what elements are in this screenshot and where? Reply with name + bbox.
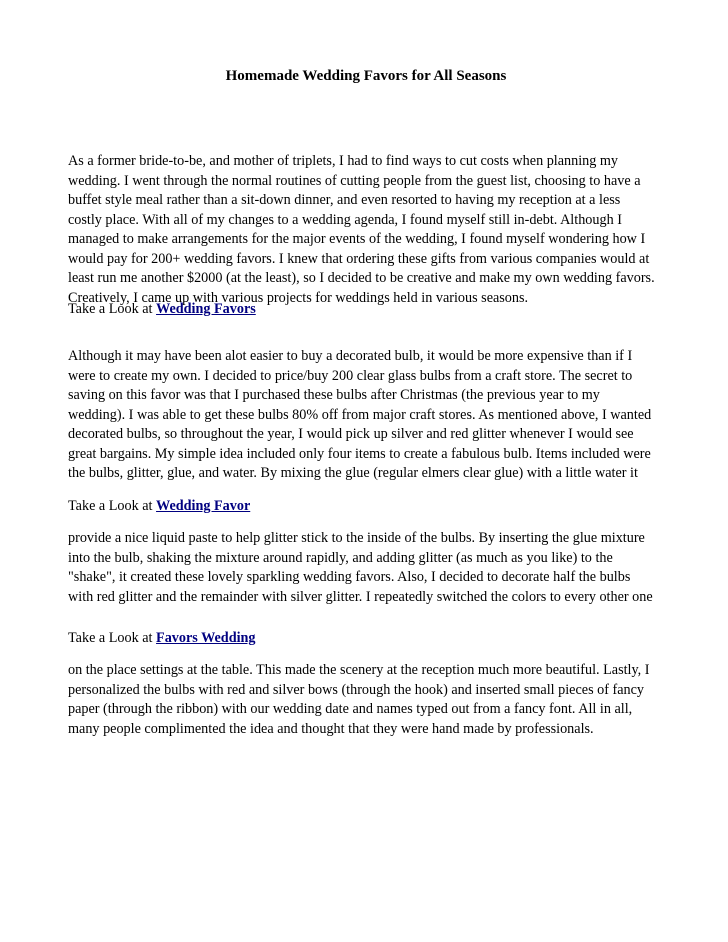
take-a-look-line-1 [68, 300, 256, 320]
text-line: As a former bride-to-be, and mother of triplets, I had to find ways to cut costs when planning my [68, 153, 619, 169]
wedding-favors-link[interactable]: Wedding Favors [156, 301, 256, 317]
text-line: least run me another $2000 (at the least), so I decided to be creative and make my own wedding favors. [68, 270, 655, 286]
text-line: "shake", it created these lovely sparkling wedding favors. Also, I decided to decorate half the bulbs [68, 569, 631, 585]
take-a-look-line-2 [68, 497, 250, 517]
link-prefix: Take a Look at [68, 498, 157, 514]
paragraph-intro [68, 152, 668, 308]
paragraph-settings [68, 661, 668, 739]
text-line: on the place settings at the table. This made the scenery at the reception much more beautiful. Lastly, I [68, 662, 650, 678]
favors-wedding-link[interactable]: Favors Wedding [156, 630, 256, 646]
take-a-look-line-3 [68, 629, 256, 649]
text-line: saving on this favor was that I purchased these bulbs after Christmas (the previous year to my [68, 387, 600, 403]
page-title: Homemade Wedding Favors for All Seasons [225, 68, 507, 84]
text-line: Creatively, I came up with various projects for weddings held in various seasons. [68, 289, 529, 306]
text-line: wedding). I was able to get these bulbs 80% off from major craft stores. As mentioned above, I wanted [68, 406, 652, 423]
link-prefix: Take a Look at [68, 301, 157, 317]
text-line: managed to make arrangements for the major events of the wedding, I found myself wondering how I [68, 231, 646, 247]
text-line: costly place. With all of my changes to a wedding agenda, I found myself still in-debt. Although I [68, 211, 622, 228]
text-line: many people complimented the idea and thought that they were hand made by professionals. [68, 720, 594, 737]
text-line: with red glitter and the remainder with silver glitter. I repeatedly switched the colors to every other one [68, 588, 653, 605]
text-line: were to create my own. I decided to price/buy 200 clear glass bulbs from a craft store. The secret to [68, 367, 633, 384]
text-line: would pay for 200+ wedding favors. I knew that ordering these gifts from various companies would at [68, 250, 650, 267]
paragraph-glitter [68, 529, 668, 607]
text-line: buffet style meal rather than a sit-down dinner, and even resorted to having my reception at a less [68, 192, 621, 208]
text-line: paper (through the ribbon) with our wedding date and names typed out from a fancy font. All in all, [68, 701, 633, 717]
wedding-favor-link[interactable]: Wedding Favor [156, 498, 251, 514]
text-line: decorated bulbs, so throughout the year, I would pick up silver and red glitter whenever I would see [68, 426, 634, 442]
paragraph-bulbs [68, 347, 668, 484]
text-line: great bargains. My simple idea included only four items to create a fabulous bulb. Items included were [68, 445, 651, 462]
text-line: personalized the bulbs with red and silver bows (through the hook) and inserted small pieces of fancy [68, 681, 645, 698]
text-line: the bulbs, glitter, glue, and water. By mixing the glue (regular elmers clear glue) with a little water it [68, 465, 638, 481]
text-line: Although it may have been alot easier to buy a decorated bulb, it would be more expensive than if I [68, 348, 633, 364]
link-prefix: Take a Look at [68, 630, 157, 646]
text-line: wedding. I went through the normal routines of cutting people from the guest list, choosing to have a [68, 172, 641, 189]
text-line: provide a nice liquid paste to help glitter stick to the inside of the bulbs. By inserting the glue mixture [68, 530, 645, 546]
text-line: into the bulb, shaking the mixture around rapidly, and adding glitter (as much as you like) to the [68, 549, 613, 566]
